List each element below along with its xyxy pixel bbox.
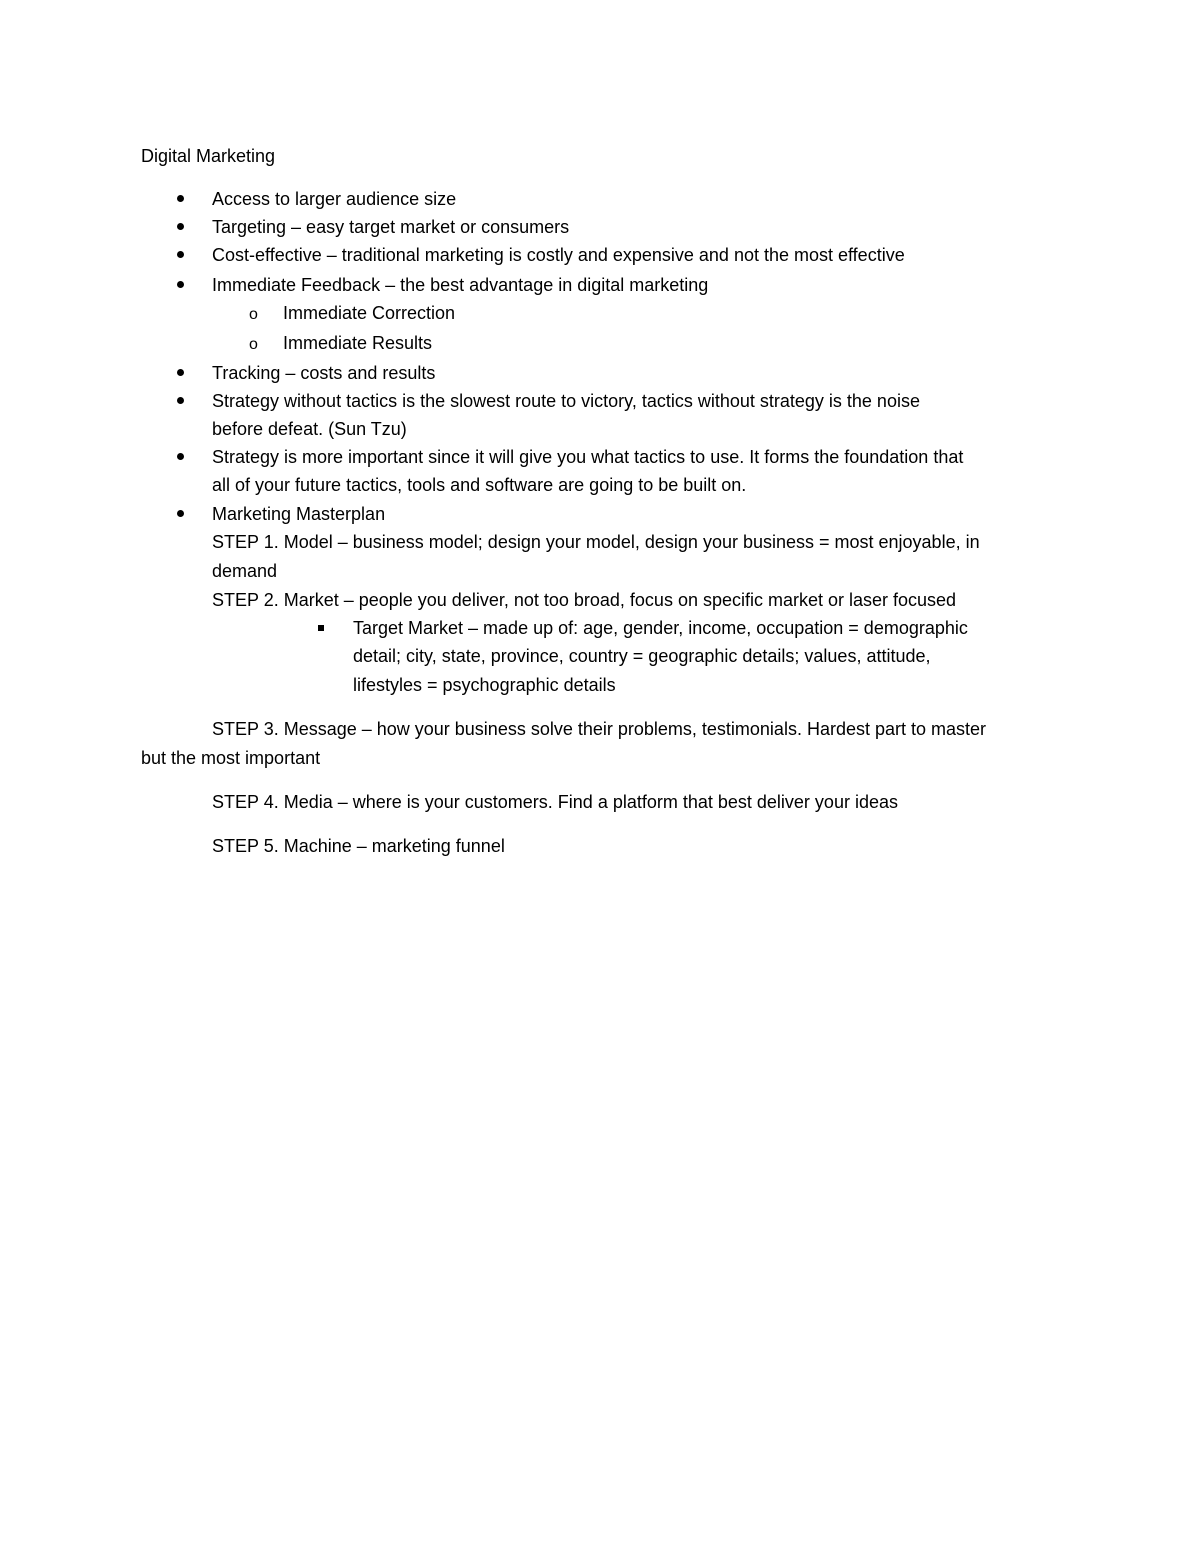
- sub-bullet-item: Immediate Correction: [283, 303, 456, 323]
- sub-bullet-marker: o: [249, 336, 258, 353]
- bullet-dot: [177, 397, 184, 404]
- bullet-dot: [177, 195, 184, 202]
- bullet-item: Cost-effective – traditional marketing is costly and expensive and not the most effective: [212, 245, 905, 265]
- bullet-item: Immediate Feedback – the best advantage in digital marketing: [212, 275, 709, 295]
- bullet-dot: [177, 453, 184, 460]
- bullet-dot: [177, 510, 184, 517]
- target-market-continuation: detail; city, state, province, country = geographic details; values, attitude,: [353, 646, 931, 666]
- sub-bullet-item: Immediate Results: [283, 333, 433, 353]
- step-3: STEP 3. Message – how your business solve their problems, testimonials. Hardest part to master: [212, 719, 987, 739]
- sub-bullet-marker: o: [249, 306, 258, 323]
- bullet-dot: [177, 369, 184, 376]
- step-1: STEP 1. Model – business model; design your model, design your business = most enjoyable, in: [212, 532, 980, 552]
- target-market-item: Target Market – made up of: age, gender, income, occupation = demographic: [353, 618, 968, 638]
- square-bullet: [318, 625, 324, 631]
- bullet-dot: [177, 281, 184, 288]
- bullet-item: Strategy is more important since it will give you what tactics to use. It forms the foundation that: [212, 447, 964, 467]
- bullet-dot: [177, 251, 184, 258]
- bullet-dot: [177, 223, 184, 230]
- bullet-item: Targeting – easy target market or consumers: [212, 217, 570, 237]
- bullet-item: Marketing Masterplan: [212, 504, 386, 524]
- target-market-continuation: lifestyles = psychographic details: [353, 675, 616, 695]
- bullet-item-continuation: before defeat. (Sun Tzu): [212, 419, 407, 439]
- step-3-continuation: but the most important: [141, 748, 321, 768]
- bullet-item: Tracking – costs and results: [212, 363, 436, 383]
- document-title: Digital Marketing: [141, 146, 276, 166]
- step-2: STEP 2. Market – people you deliver, not too broad, focus on specific market or laser focused: [212, 590, 957, 610]
- step-5: STEP 5. Machine – marketing funnel: [212, 836, 505, 856]
- bullet-item: Access to larger audience size: [212, 189, 457, 209]
- bullet-item: Strategy without tactics is the slowest route to victory, tactics without strategy is the noise: [212, 391, 920, 411]
- bullet-item-continuation: all of your future tactics, tools and software are going to be built on.: [212, 475, 747, 495]
- step-1-continuation: demand: [212, 561, 278, 581]
- step-4: STEP 4. Media – where is your customers. Find a platform that best deliver your ideas: [212, 792, 898, 812]
